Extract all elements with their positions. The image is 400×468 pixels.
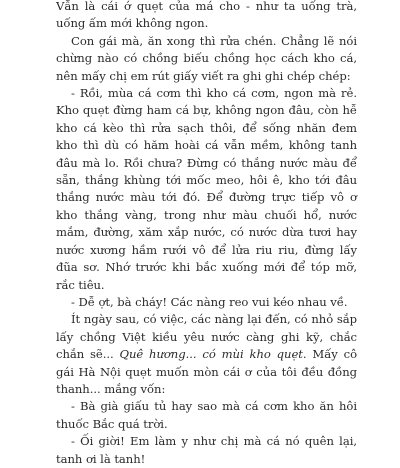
paragraph-4: [56, 294, 357, 311]
paragraph-7-text: - Ối giời! Em làm y như chị mà cá nó quên lại, tanh ơi là tanh!: [56, 434, 357, 466]
paragraph-5-tail: . Mấy cô gái Hà Nội quẹt muốn mòn cái ơ của tôi đều đồng thanh... mắng vốn:: [56, 347, 358, 396]
paragraph-5: [56, 311, 357, 398]
body-text: [56, 0, 357, 468]
paragraph-2: [56, 33, 357, 85]
paragraph-4-text: - Dễ ợt, bà cháy! Các nàng reo vui kéo nhau về.: [71, 294, 348, 309]
paragraph-3: [56, 85, 357, 294]
paragraph-7: [56, 433, 357, 468]
paragraph-5-text: Ít ngày sau, có việc, các nàng lại đến, có nhỏ sắp lấy chồng Việt kiều yêu nước càng ghi kỹ, chắc chắn sẽ...: [56, 312, 357, 362]
paragraph-5-italic: Quê hương... có mùi kho quẹt: [119, 347, 303, 362]
paragraph-3-text: - Rồi, mùa cá cơm thì kho cá cơm, ngon mà rẻ. Kho quẹt đừng ham cá bự, không ngon đâu, còn hễ kho cá kèo thì rửa sạch thôi, để sống nhăn đem kho thì dù có hăm hoài cá vẫn mềm, không tanh đâu mà lo. Rồi chưa? Đừng có thắng nước màu để sẵn, thắng khùng tới mốc meo, hôi ê, kho tới đâu thắng nước màu tới đó. Để đường trực tiếp vô ơ kho thắng vàng, trong như màu chuối hổ, nước mắm, đường, xăm xắp nước, có nước dừa tươi hay nước xương hầm rưới vô để lửa riu riu, đừng lấy đũa sơ. Nhớ trước khi bắc xuống mới để tóp mỡ, rắc tiêu.: [56, 86, 357, 292]
paragraph-1-text: Vẫn là cái ớ quẹt của má cho - như ta uống trà, uống ấm mới không ngon.: [56, 0, 357, 31]
paragraph-6: [56, 398, 357, 433]
paragraph-2-text: Con gái mà, ăn xong thì rửa chén. Chẳng lẽ nói chừng nào có chồng biếu chồng học cách kho cá, nên mấy chị em rút giấy viết ra ghi ghi chép chép:: [56, 33, 357, 83]
paragraph-6-text: - Bà già giấu tủ hay sao mà cá cơm kho ăn hôi thuốc Bắc quá trời.: [56, 399, 357, 431]
paragraph-1: [56, 0, 357, 33]
